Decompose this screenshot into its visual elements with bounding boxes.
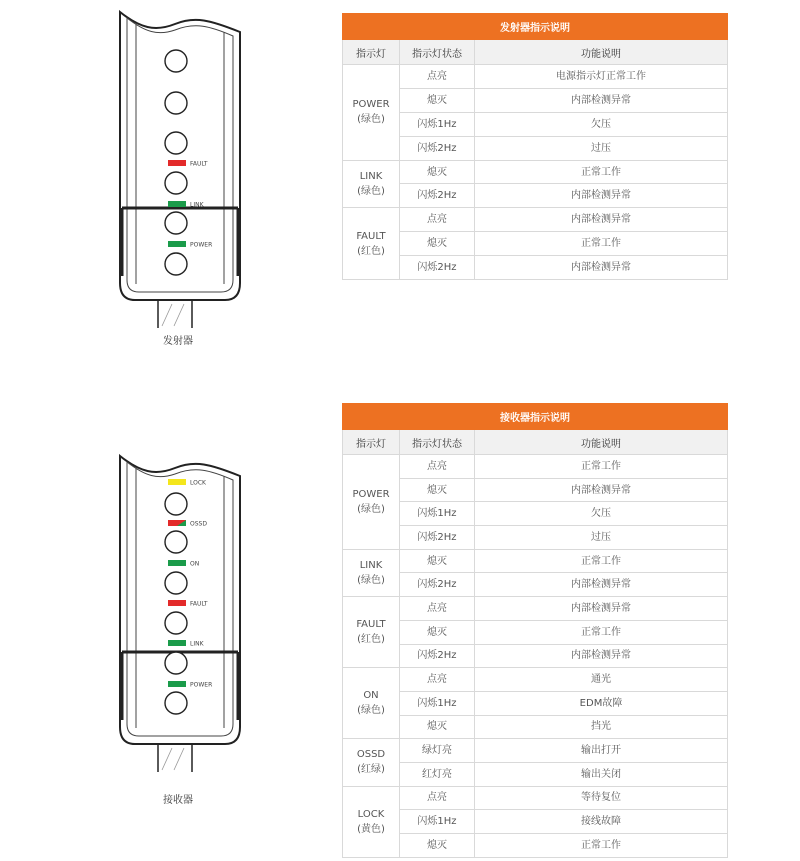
state-cell: 点亮	[400, 455, 475, 479]
table-row	[343, 834, 728, 858]
table-row	[343, 184, 728, 208]
state-cell: 闪烁1Hz	[400, 691, 475, 715]
state-cell: 闪烁2Hz	[400, 256, 475, 280]
emitter-hole-1	[165, 50, 187, 72]
function-cell: 内部检测异常	[475, 208, 728, 232]
header-state: 指示灯状态	[400, 40, 475, 65]
led-lock-swatch	[168, 479, 186, 485]
function-cell: 内部检测异常	[475, 478, 728, 502]
indicator-name: ON	[363, 690, 379, 702]
function-cell: 电源指示灯正常工作	[475, 65, 728, 89]
led-label: FAULT	[190, 160, 208, 168]
receiver-hole-2	[165, 531, 187, 553]
indicator-cell	[343, 668, 400, 739]
led-label: LINK	[190, 640, 204, 648]
state-cell: 熄灭	[400, 88, 475, 112]
receiver-hole-6	[165, 692, 187, 714]
table-row	[343, 478, 728, 502]
receiver-device-drawing	[100, 452, 250, 772]
led-label: FAULT	[190, 600, 208, 608]
receiver-hole-5	[165, 652, 187, 674]
indicator-cell	[343, 549, 400, 596]
receiver-outline	[100, 452, 250, 772]
indicator-cell	[343, 208, 400, 280]
indicator-color: (红色)	[357, 634, 385, 646]
indicator-name: LOCK	[357, 808, 385, 820]
indicator-color: (绿色)	[357, 705, 385, 717]
led-label: OSSD	[190, 520, 207, 528]
table-row	[343, 762, 728, 786]
state-cell: 点亮	[400, 208, 475, 232]
function-cell: 内部检测异常	[475, 256, 728, 280]
indicator-name: FAULT	[356, 619, 386, 631]
indicator-cell	[343, 455, 400, 550]
indicator-cell	[343, 65, 400, 161]
state-cell: 熄灭	[400, 715, 475, 739]
table-row	[343, 232, 728, 256]
led-power-swatch	[168, 681, 186, 687]
function-cell: 正常工作	[475, 549, 728, 573]
led-label: POWER	[190, 241, 213, 249]
led-on-swatch	[168, 560, 186, 566]
indicator-cell	[343, 739, 400, 786]
indicator-name: OSSD	[356, 749, 386, 761]
table-row	[343, 573, 728, 597]
table-row	[343, 597, 728, 621]
indicator-name: POWER	[352, 488, 390, 500]
indicator-cell	[343, 597, 400, 668]
state-cell: 闪烁1Hz	[400, 502, 475, 526]
table-row	[343, 549, 728, 573]
function-cell: 过压	[475, 526, 728, 550]
function-cell: 正常工作	[475, 455, 728, 479]
state-cell: 闪烁1Hz	[400, 810, 475, 834]
receiver-hole-1	[165, 493, 187, 515]
function-cell: 过压	[475, 136, 728, 160]
state-cell: 熄灭	[400, 160, 475, 184]
function-cell: 欠压	[475, 112, 728, 136]
state-cell: 点亮	[400, 668, 475, 692]
led-fault-swatch	[168, 600, 186, 606]
table-row	[343, 88, 728, 112]
function-cell: 正常工作	[475, 620, 728, 644]
function-cell: 欠压	[475, 502, 728, 526]
state-cell: 熄灭	[400, 549, 475, 573]
state-cell: 点亮	[400, 786, 475, 810]
table-row	[343, 715, 728, 739]
receiver-table-title: 接收器指示说明	[343, 404, 728, 430]
table-row	[343, 208, 728, 232]
state-cell: 闪烁2Hz	[400, 184, 475, 208]
state-cell: 闪烁1Hz	[400, 112, 475, 136]
state-cell: 闪烁2Hz	[400, 136, 475, 160]
led-fault-swatch	[168, 160, 186, 166]
emitter-table-title: 发射器指示说明	[343, 14, 728, 40]
emitter-hole-2	[165, 92, 187, 114]
led-label: ON	[190, 560, 200, 568]
indicator-color: (黄色)	[357, 823, 385, 835]
table-row	[343, 668, 728, 692]
state-cell: 熄灭	[400, 620, 475, 644]
indicator-name: FAULT	[356, 230, 386, 242]
table-row	[343, 644, 728, 668]
table-row	[343, 502, 728, 526]
led-link-swatch	[168, 201, 186, 207]
state-cell: 闪烁2Hz	[400, 526, 475, 550]
indicator-color: (红绿)	[357, 764, 385, 776]
function-cell: 通光	[475, 668, 728, 692]
indicator-name: POWER	[352, 99, 390, 111]
emitter-device-drawing	[100, 8, 250, 328]
receiver-indicator-table	[342, 403, 728, 858]
indicator-name: LINK	[359, 559, 383, 571]
header-indicator: 指示灯	[343, 40, 400, 65]
function-cell: 内部检测异常	[475, 597, 728, 621]
state-cell: 点亮	[400, 597, 475, 621]
emitter-outline	[100, 8, 250, 328]
table-row	[343, 65, 728, 89]
table-row	[343, 739, 728, 763]
led-power-swatch	[168, 241, 186, 247]
receiver-hole-3	[165, 572, 187, 594]
led-label: POWER	[190, 681, 213, 689]
function-cell: 内部检测异常	[475, 88, 728, 112]
led-link-swatch	[168, 640, 186, 646]
table-row	[343, 810, 728, 834]
function-cell: 正常工作	[475, 834, 728, 858]
emitter-hole-6	[165, 253, 187, 275]
table-row	[343, 786, 728, 810]
state-cell: 绿灯亮	[400, 739, 475, 763]
table-row	[343, 620, 728, 644]
state-cell: 红灯亮	[400, 762, 475, 786]
led-label: LOCK	[190, 479, 206, 487]
header-function: 功能说明	[475, 430, 728, 455]
indicator-color: (绿色)	[357, 503, 385, 515]
indicator-color: (绿色)	[357, 185, 385, 197]
emitter-hole-5	[165, 212, 187, 234]
header-function: 功能说明	[475, 40, 728, 65]
emitter-caption: 发射器	[163, 336, 193, 347]
state-cell: 熄灭	[400, 834, 475, 858]
function-cell: 内部检测异常	[475, 184, 728, 208]
emitter-hole-4	[165, 172, 187, 194]
indicator-color: (绿色)	[357, 574, 385, 586]
function-cell: 等待复位	[475, 786, 728, 810]
header-state: 指示灯状态	[400, 430, 475, 455]
function-cell: 接线故障	[475, 810, 728, 834]
indicator-color: (红色)	[357, 245, 385, 257]
function-cell: 正常工作	[475, 232, 728, 256]
indicator-name: LINK	[359, 170, 383, 182]
table-row	[343, 136, 728, 160]
indicator-cell	[343, 786, 400, 857]
function-cell: 内部检测异常	[475, 644, 728, 668]
function-cell: 挡光	[475, 715, 728, 739]
table-row	[343, 160, 728, 184]
led-label: LINK	[190, 201, 204, 209]
function-cell: 内部检测异常	[475, 573, 728, 597]
state-cell: 熄灭	[400, 232, 475, 256]
state-cell: 熄灭	[400, 478, 475, 502]
emitter-hole-3	[165, 132, 187, 154]
indicator-cell	[343, 160, 400, 208]
function-cell: 输出打开	[475, 739, 728, 763]
table-row	[343, 112, 728, 136]
state-cell: 点亮	[400, 65, 475, 89]
function-cell: EDM故障	[475, 691, 728, 715]
table-row	[343, 526, 728, 550]
receiver-caption: 接收器	[163, 795, 193, 806]
function-cell: 输出关闭	[475, 762, 728, 786]
function-cell: 正常工作	[475, 160, 728, 184]
state-cell: 闪烁2Hz	[400, 644, 475, 668]
emitter-indicator-table	[342, 13, 728, 280]
indicator-color: (绿色)	[357, 114, 385, 126]
table-row	[343, 691, 728, 715]
receiver-hole-4	[165, 612, 187, 634]
table-row	[343, 256, 728, 280]
state-cell: 闪烁2Hz	[400, 573, 475, 597]
table-row	[343, 455, 728, 479]
header-indicator: 指示灯	[343, 430, 400, 455]
